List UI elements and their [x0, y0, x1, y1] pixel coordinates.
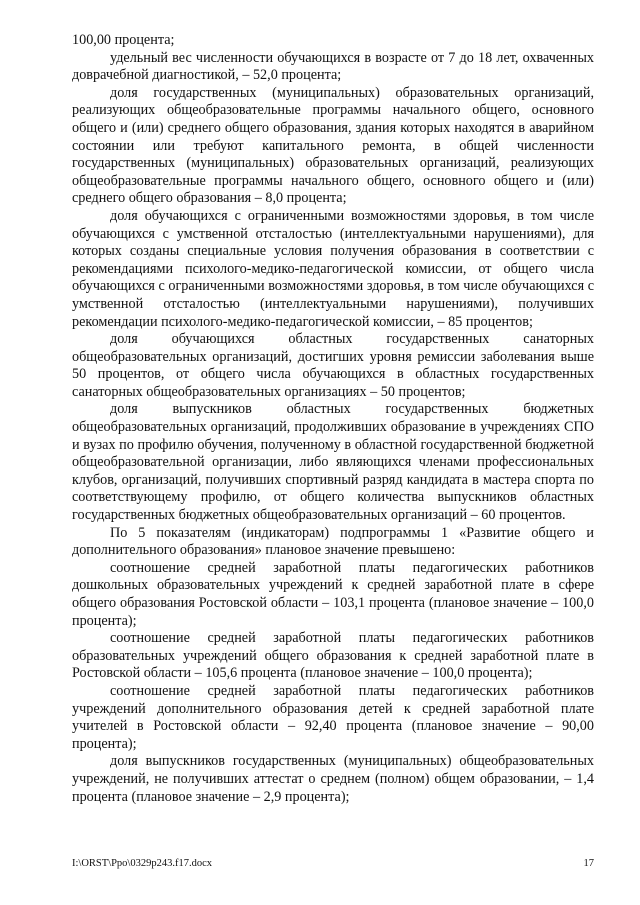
document-body — [72, 32, 594, 806]
paragraph-6: доля выпускников областных государственных бюджетных общеобразовательных организаций, продолживших образование в учреждениях СПО и вузах по профилю обучения, полученному в областной государственной бюджетной общеобразовательной организации, либо являющихся членами профессиональных клубов, организаций, получивших спортивный разряд кандидата в мастера спорта по соответствующему профилю, от общего количества выпускников областных государственных бюджетных общеобразовательных организаций – 60 процентов. — [72, 401, 594, 524]
page-number: 17 — [583, 858, 594, 869]
paragraph-8: соотношение средней заработной платы педагогических работников дошкольных образовательных учреждений к средней заработной плате в сфере общего образования Ростовской области – 103,1 процента (плановое значение – 100,0 процента); — [72, 559, 594, 629]
paragraph-11: доля выпускников государственных (муниципальных) общеобразовательных учреждений, не получивших аттестат о среднем (полном) общем образовании, – 1,4 процента (плановое значение – 2,9 процента); — [72, 753, 594, 805]
footer-file-path: I:\ORST\Ppo\0329p243.f17.docx — [72, 858, 213, 869]
paragraph-3: доля государственных (муниципальных) образовательных организаций, реализующих общеобразовательные программы начального общего, основного общего и (или) среднего общего образования, здания которых находятся в аварийном состоянии или требуют капитального ремонта, в общей численности государственных (муниципальных) образовательных организаций, реализующих общеобразовательные программы начального общего, основного общего и (или) среднего общего образования – 8,0 процента; — [72, 84, 594, 207]
paragraph-5: доля обучающихся областных государственных санаторных общеобразовательных организаций, достигших уровня ремиссии заболевания выше 50 процентов, от общего числа обучающихся в областных государственных санаторных общеобразовательных организациях – 50 процентов; — [72, 331, 594, 400]
paragraph-9: соотношение средней заработной платы педагогических работников образовательных учреждений общего образования к средней заработной плате в Ростовской области – 105,6 процента (плановое значение – 100,0 процента); — [72, 630, 594, 682]
paragraph-7: По 5 показателям (индикаторам) подпрограммы 1 «Развитие общего и дополнительного образования» плановое значение превышено: — [72, 524, 594, 559]
paragraph-10: соотношение средней заработной платы педагогических работников учреждений дополнительного образования детей к средней заработной плате учителей в Ростовской области – 92,40 процента (плановое значение – 90,00 процента); — [72, 682, 594, 752]
paragraph-4: доля обучающихся с ограниченными возможностями здоровья, в том числе обучающихся с умственной отсталостью (интеллектуальными нарушениями), для которых созданы специальные условия получения образования в соответствии с рекомендациями психолого-медико-педагогической комиссии, от общего числа обучающихся с ограниченными возможностями здоровья, в том числе обучающихся с умственной отсталостью (интеллектуальными нарушениями), получивших рекомендации психолого-медико-педагогической комиссии, – 85 процентов; — [72, 207, 594, 330]
paragraph-2: удельный вес численности обучающихся в возрасте от 7 до 18 лет, охваченных доврачебной диагностикой, – 52,0 процента; — [72, 49, 594, 84]
page-footer — [72, 858, 594, 869]
paragraph-1: 100,00 процента; — [72, 32, 175, 48]
